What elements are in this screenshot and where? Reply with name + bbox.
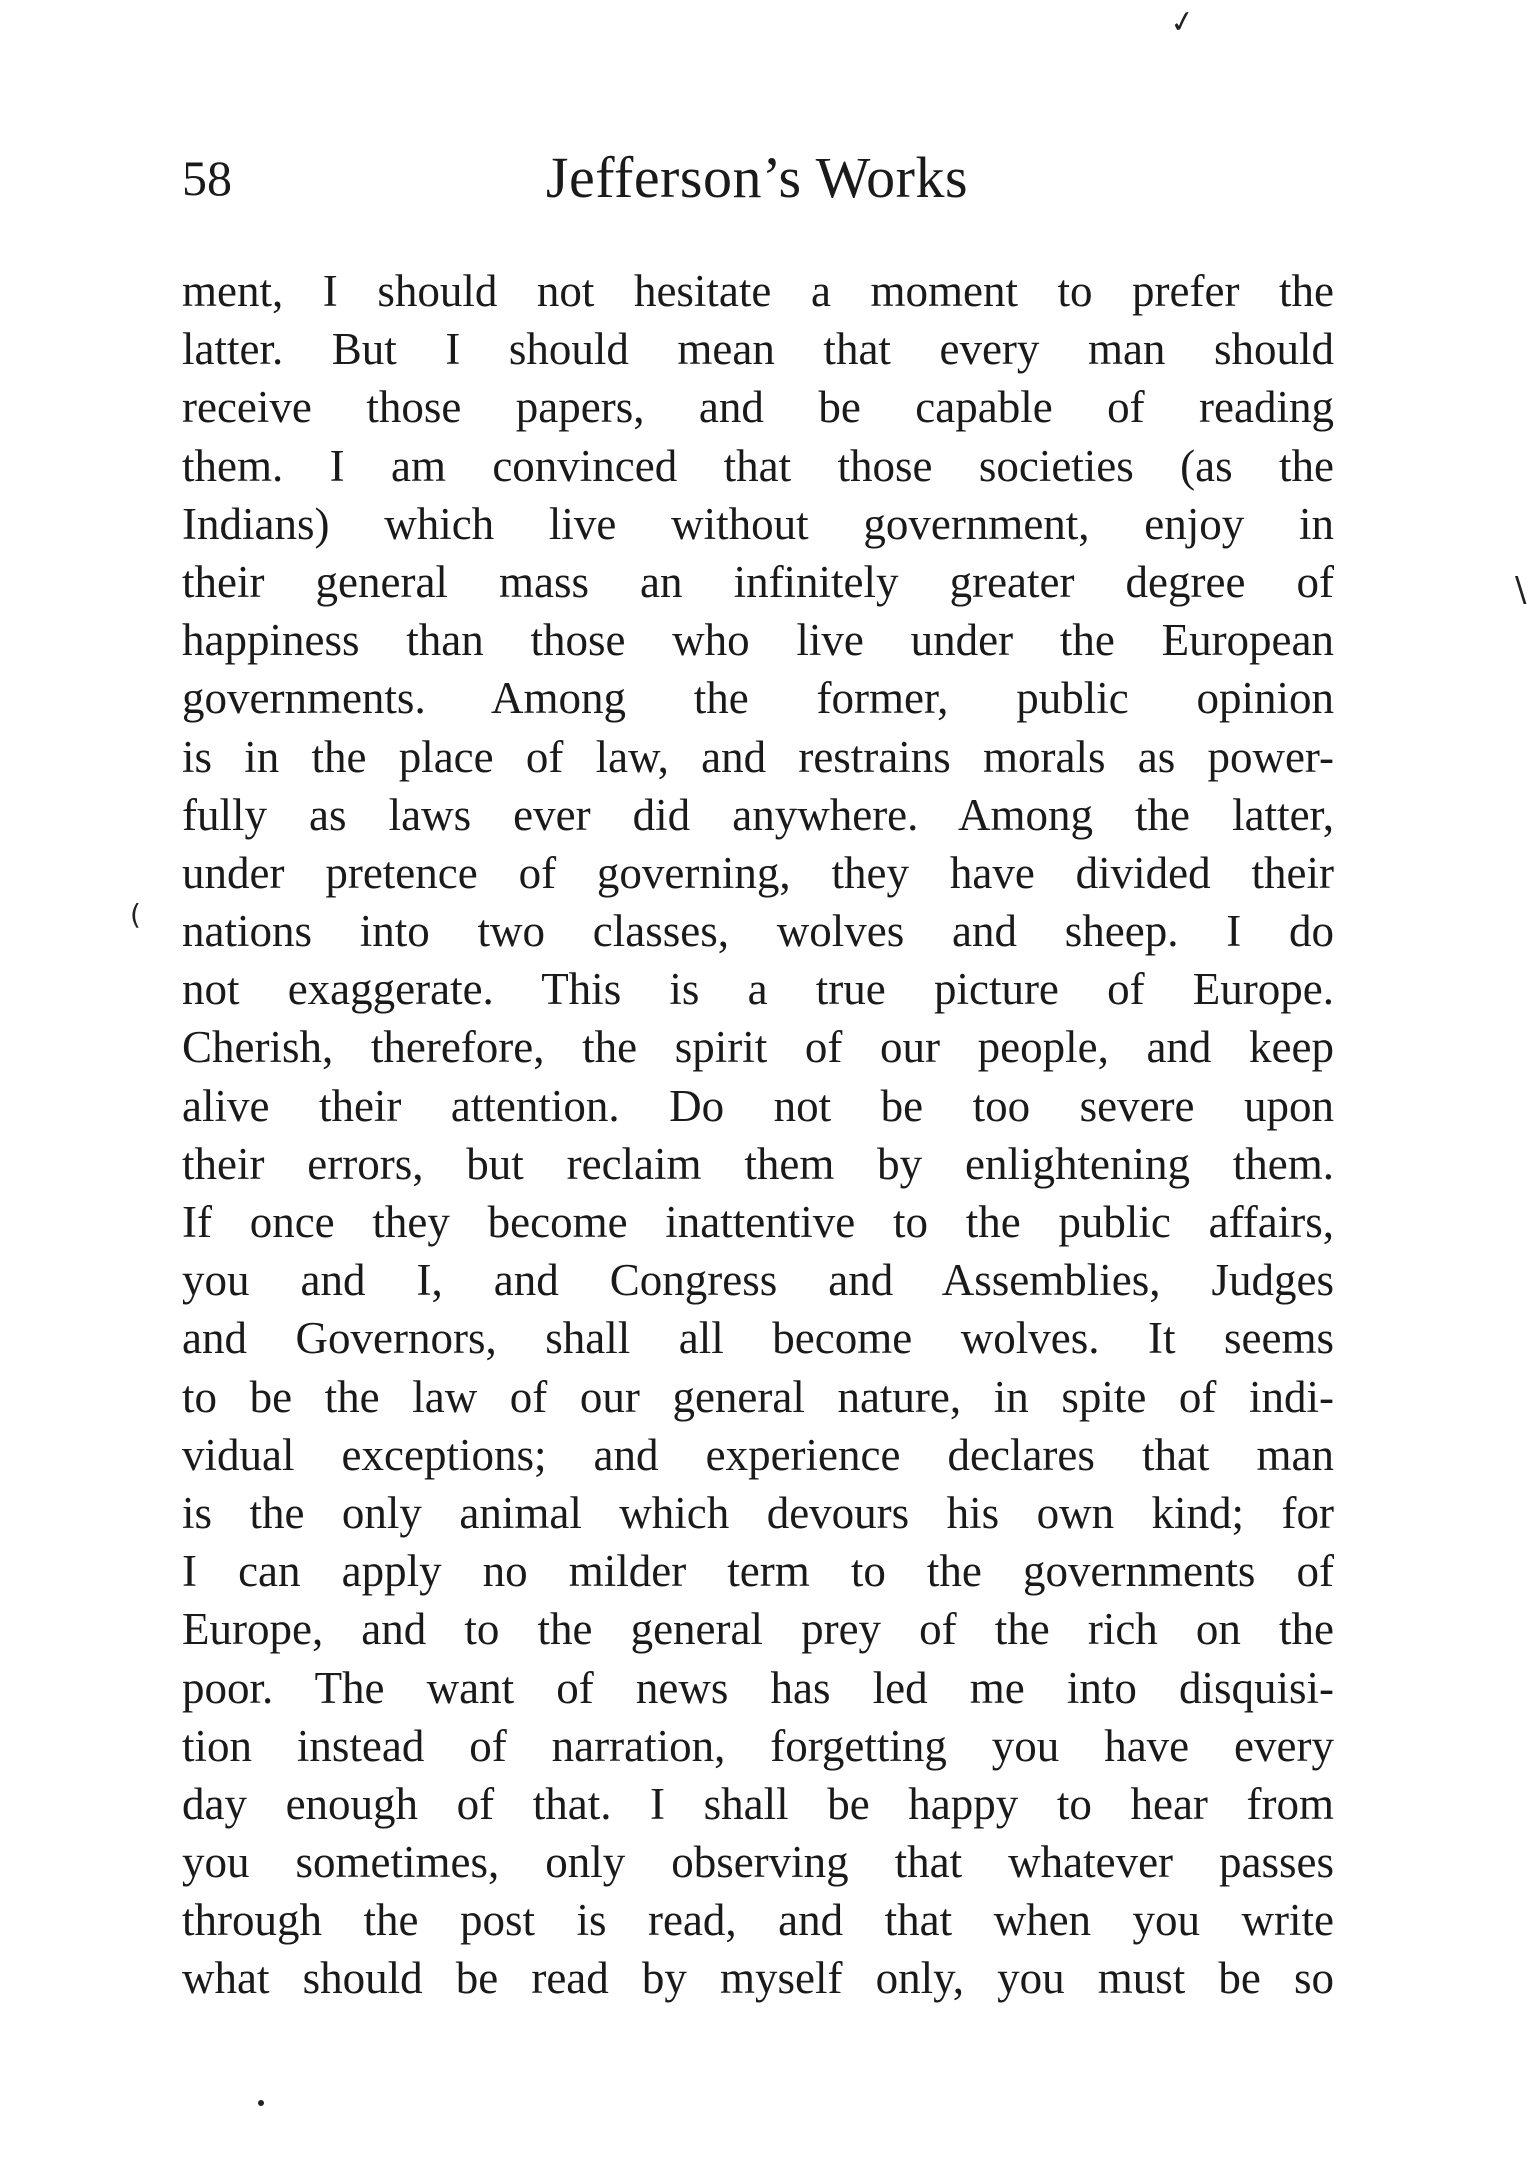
text-line: what should be read by myself only, you must be so <box>182 1953 1334 2004</box>
text-line: tion instead of narration, forgetting you have every <box>182 1720 1334 1771</box>
text-line: alive their attention. Do not be too severe upon <box>182 1080 1334 1131</box>
running-title: Jefferson’s Works <box>545 145 969 210</box>
margin-bracket-mark-icon: ( <box>130 898 141 931</box>
text-line: latter. But I should mean that every man should <box>182 324 1334 375</box>
text-line: Cherish, therefore, the spirit of our people, and keep <box>182 1022 1334 1073</box>
body-text <box>182 262 1334 2008</box>
text-line: ment, I should not hesitate a moment to prefer the <box>182 266 1334 316</box>
text-line: Europe, and to the general prey of the rich on the <box>182 1604 1334 1655</box>
stray-dot-mark-icon <box>258 2100 264 2106</box>
text-line: you sometimes, only observing that whatever passes <box>182 1837 1334 1888</box>
text-line: them. I am convinced that those societies (as the <box>182 440 1334 491</box>
text-line: vidual exceptions; and experience declares that man <box>182 1429 1334 1480</box>
pencil-check-mark-icon: ✓ <box>1167 3 1198 42</box>
page-number: 58 <box>182 150 232 206</box>
text-line: their errors, but reclaim them by enlightening them. <box>182 1138 1334 1189</box>
text-line: to be the law of our general nature, in spite of indi- <box>182 1371 1334 1422</box>
text-line: governments. Among the former, public opinion <box>182 673 1334 724</box>
text-line: their general mass an infinitely greater degree of <box>182 556 1334 607</box>
text-line: fully as laws ever did anywhere. Among the latter, <box>182 789 1334 840</box>
text-line: nations into two classes, wolves and sheep. I do <box>182 906 1334 957</box>
text-line: through the post is read, and that when you write <box>182 1895 1334 1946</box>
margin-tick-mark-icon: \ <box>1515 570 1527 610</box>
text-line: day enough of that. I shall be happy to hear from <box>182 1778 1334 1829</box>
text-line: happiness than those who live under the European <box>182 615 1334 666</box>
text-line: If once they become inattentive to the public affairs, <box>182 1197 1334 1247</box>
text-line: is in the place of law, and restrains morals as power- <box>182 731 1334 782</box>
page-header <box>182 138 1332 218</box>
text-line: you and I, and Congress and Assemblies, Judges <box>182 1255 1334 1306</box>
text-line: poor. The want of news has led me into disquisi- <box>182 1662 1334 1713</box>
text-line: Indians) which live without government, enjoy in <box>182 498 1334 549</box>
text-line: not exaggerate. This is a true picture of Europe. <box>182 964 1334 1015</box>
text-line: receive those papers, and be capable of reading <box>182 382 1334 433</box>
text-line: under pretence of governing, they have divided their <box>182 847 1334 898</box>
text-line: I can apply no milder term to the governments of <box>182 1546 1334 1597</box>
text-line: is the only animal which devours his own kind; for <box>182 1487 1334 1538</box>
text-line: and Governors, shall all become wolves. It seems <box>182 1313 1334 1364</box>
